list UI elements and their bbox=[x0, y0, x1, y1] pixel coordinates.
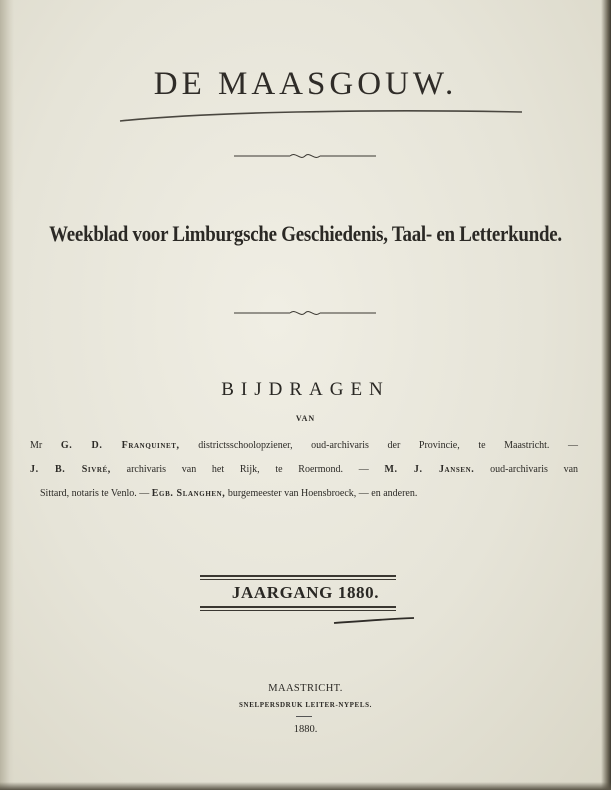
volume-rule-top bbox=[200, 575, 396, 582]
contributor-franquinet: G. D. Franquinet, bbox=[60, 440, 180, 451]
title-prefix: Mr bbox=[30, 440, 43, 451]
page-edge-right bbox=[601, 0, 611, 790]
contributor-jansen-role: oud-archivaris van bbox=[490, 464, 579, 475]
imprint-year: 1880. bbox=[293, 724, 318, 735]
imprint-printer: SNELPERSDRUK LEITER-NYPELS. bbox=[239, 701, 372, 709]
contributor-sivre-role: archivaris van het Rijk, te Roermond. — bbox=[126, 464, 369, 475]
ornament-divider-top bbox=[232, 150, 378, 162]
contributors-paragraph bbox=[30, 434, 578, 506]
volume-rule-bottom bbox=[200, 606, 396, 613]
pen-underline bbox=[118, 108, 528, 124]
contributors-line-1 bbox=[30, 434, 578, 458]
journal-title: DE MAASGOUW. bbox=[153, 66, 458, 102]
imprint-rule bbox=[296, 716, 312, 717]
page-edge-bottom bbox=[0, 782, 611, 790]
contributor-sivre: J. B. Sivré, bbox=[30, 464, 111, 475]
contributor-jansen-role-cont: Sittard, notaris te Venlo. — bbox=[40, 488, 150, 499]
contributor-slanghen: Egb. Slanghen, bbox=[151, 488, 226, 499]
contributions-by: VAN bbox=[295, 414, 316, 423]
contributor-jansen: M. J. Jansen. bbox=[384, 464, 475, 475]
journal-subtitle: Weekblad voor Limburgsche Geschiedenis, Taal- en Letterkunde. bbox=[49, 221, 562, 246]
contributors-line-3 bbox=[30, 482, 578, 506]
pen-mark bbox=[332, 616, 416, 626]
imprint-place: MAASTRICHT. bbox=[268, 683, 343, 694]
ornament-divider-middle bbox=[232, 307, 378, 319]
contributions-heading: BIJDRAGEN bbox=[221, 379, 390, 400]
volume-label: JAARGANG 1880. bbox=[231, 583, 380, 602]
contributor-slanghen-role: burgemeester van Hoensbroeck, — en anderen. bbox=[227, 488, 418, 499]
contributors-line-2 bbox=[30, 458, 578, 482]
contributor-franquinet-role: districtsschoolopziener, oud-archivaris der Provincie, te Maastricht. — bbox=[198, 440, 579, 451]
